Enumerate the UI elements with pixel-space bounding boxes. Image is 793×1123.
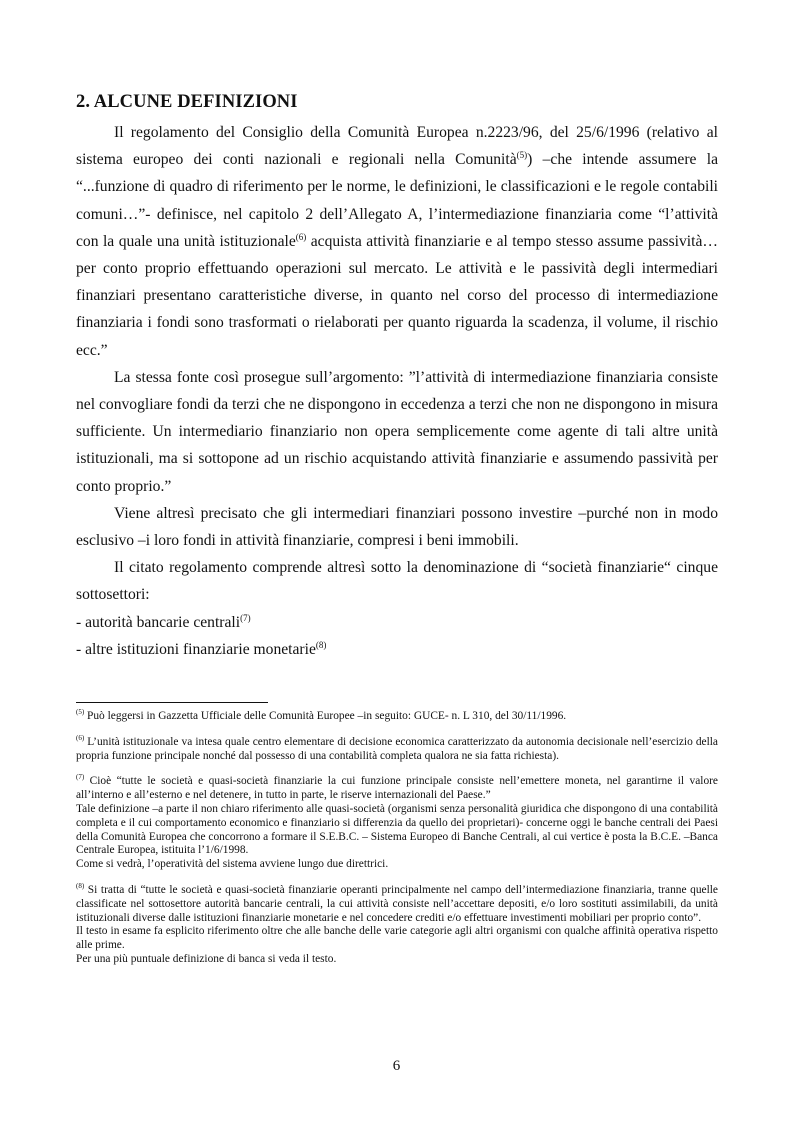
- footnote-7: [76, 775, 718, 872]
- footnote-5-mark: (5): [76, 708, 85, 717]
- section-title: 2. ALCUNE DEFINIZIONI: [76, 92, 298, 112]
- footnote-7-mark: (7): [76, 773, 85, 782]
- footnote-8: [76, 884, 718, 967]
- footnote-5: [76, 710, 718, 724]
- footnote-ref-6: (6): [295, 231, 307, 242]
- footnote-ref-5: (5): [516, 150, 528, 161]
- footnote-separator: [76, 702, 268, 703]
- footnote-8-mark: (8): [76, 882, 85, 891]
- footnote-5-text: Può leggersi in Gazzetta Ufficiale delle Comunità Europee –in seguito: GUCE- n. L 310, del 30/11/1996.: [84, 710, 567, 722]
- main-text: [76, 92, 718, 663]
- paragraph-1-part-c: acquista attività finanziarie e al tempo stesso assume passività…per conto proprio effettuando operazioni sul mercato. Le attività e le passività degli intermediari finanziari presentano caratteristiche diverse, in quanto nel corso del processo di intermediazione finanziaria i fondi sono trasformati o rielaborati per quanto riguarda la scadenza, il volume, il rischio ecc.”: [76, 232, 718, 359]
- footnote-7-extra-2: Come si vedrà, l’operatività del sistema avviene lungo due direttrici.: [76, 858, 389, 871]
- footnote-8-extra-2: Per una più puntuale definizione di banca si veda il testo.: [76, 952, 337, 965]
- paragraph-1-part-a: Il regolamento del Consiglio della Comunità Europea n.2223/96, del 25/6/1996 (relativo al sistema europeo dei conti nazionali e regionali nella Comunità: [76, 124, 718, 169]
- paragraph-4: Il citato regolamento comprende altresì sotto la denominazione di “società finanziarie“ cinque sottosettori:: [76, 559, 718, 604]
- footnotes: [76, 710, 718, 979]
- paragraph-1: [76, 119, 718, 364]
- list-item-text: - altre istituzioni finanziarie monetarie: [76, 640, 316, 658]
- footnote-7-text: Cioè “tutte le società e quasi-società finanziarie la cui funzione principale consiste nell’emettere moneta, nel garantirne il valore all’interno e all’esterno e nel detenere, in tutto in parte, le riserve internazionali del Paese.”: [76, 775, 718, 802]
- list-item-text: - autorità bancarie centrali: [76, 613, 241, 631]
- paragraph-2: La stessa fonte così prosegue sull’argomento: ”l’attività di intermediazione finanziaria consiste nel convogliare fondi da terzi che ne dispongono in eccedenza a terzi che non ne dispongono in misura sufficiente. Un intermediario finanziario non opera semplicemente come agente di tali altre unità istituzionali, ma si sottopone ad un rischio acquistando attività finanziarie e assumendo passività per conto proprio.”: [76, 368, 718, 495]
- list-item: [76, 636, 718, 663]
- paragraph-3: Viene altresì precisato che gli intermediari finanziari possono investire –purché non in modo esclusivo –i loro fondi in attività finanziarie, compresi i beni immobili.: [76, 504, 718, 550]
- page-number: 6: [392, 1058, 401, 1074]
- footnote-6-mark: (6): [76, 734, 85, 742]
- footnote-ref-8: (8): [315, 639, 327, 650]
- footnote-7-extra-1: Tale definizione –a parte il non chiaro riferimento alle quasi-società (organismi senza personalità giuridica che dispongono di una contabilità completa e il cui comportamento economico e finanziario si differenzia da quello dei proprietari)- concerne oggi le banche centrali dei Paesi della Comunità Europea che concorrono a formare il S.E.B.C. – Sistema Europeo di Banche Centrali, al cui vertice è posta la B.C.E. –Banca Centrale Europea, istituita l’1/6/1998.: [76, 802, 718, 857]
- footnote-8-extra-1: Il testo in esame fa esplicito riferimento oltre che alle banche delle varie categorie agli altri organismi con qualche affinità operativa rispetto alle prime.: [76, 925, 718, 952]
- footnote-6: [76, 736, 718, 764]
- footnote-6-text: L’unità istituzionale va intesa quale centro elementare di decisione economica caratterizzato da autonomia decisionale nell’esercizio della propria funzione principale nonché dal possesso di una contabilità completa qualora ne sia fatta richiesta).: [76, 735, 718, 762]
- paragraph-1-part-b: ) –che intende assumere la “...funzione di quadro di riferimento per le norme, le definizioni, le classificazioni e le regole contabili comuni…”- definisce, nel capitolo 2 dell’Allegato A, l’intermediazione finanziaria come “l’attività con la quale una unità istituzionale: [76, 151, 718, 250]
- footnote-8-text: Si tratta di “tutte le società e quasi-società finanziarie operanti principalmente nel campo dell’intermediazione finanziaria, tranne quelle classificate nel sottosettore autorità bancarie centrali, la cui attività consiste nell’accettare depositi, e/o loro sostituti assimilabili, da unità istituzionali diverse dalle istituzioni finanziarie monetarie e nel concedere crediti e/o effettuare investimenti mobiliari per proprio conto”.: [76, 883, 718, 924]
- footnote-ref-7: (7): [240, 612, 251, 623]
- list-item: [76, 609, 718, 636]
